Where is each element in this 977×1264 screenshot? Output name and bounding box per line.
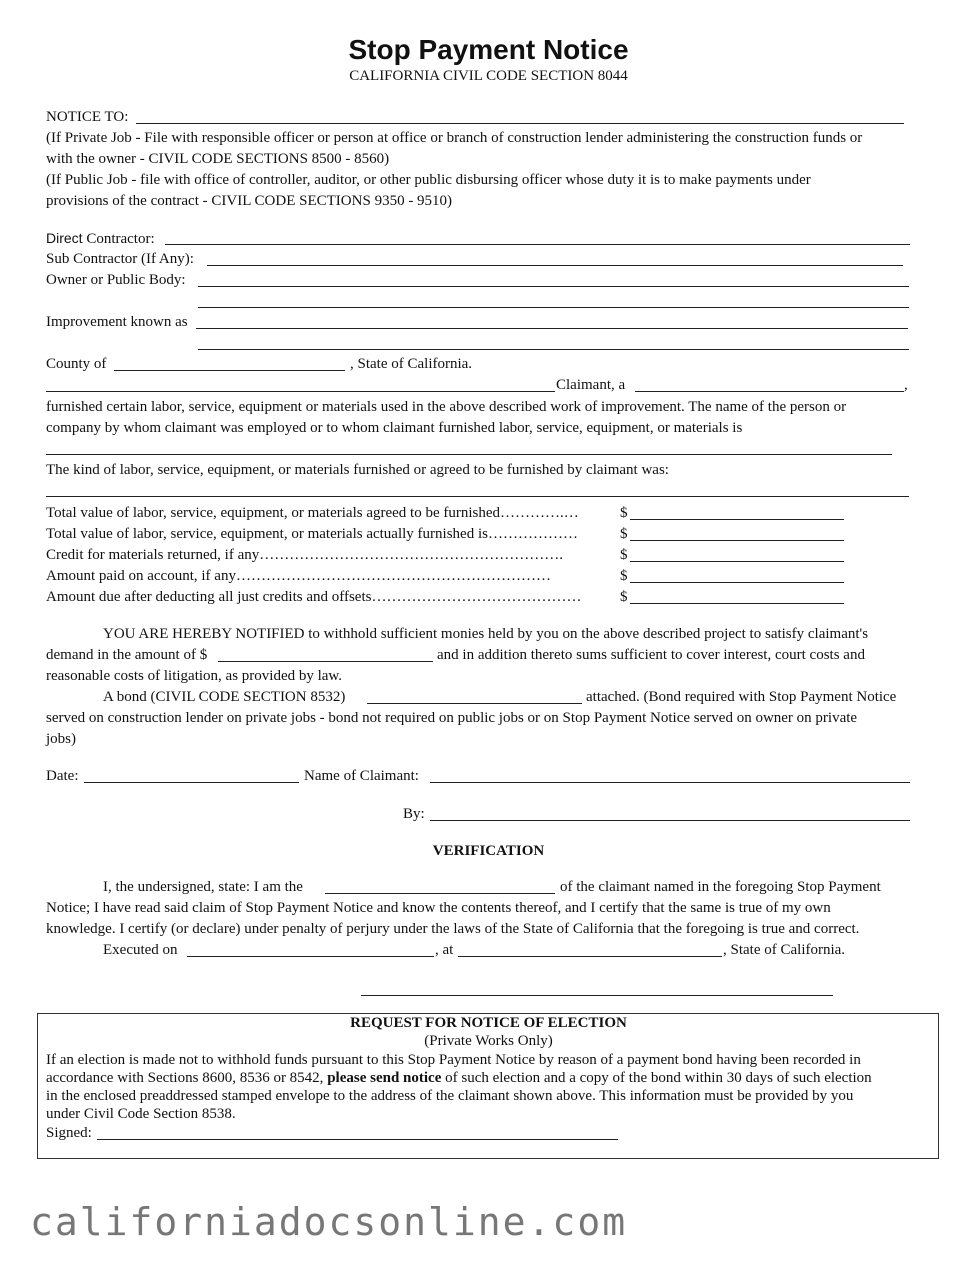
notice-to-field[interactable] xyxy=(136,123,904,124)
demand-line-end: and in addition thereto sums sufficient to cover interest, court costs and xyxy=(437,647,865,663)
election-heading: REQUEST FOR NOTICE OF ELECTION xyxy=(350,1015,627,1031)
kind-label: The kind of labor, service, equipment, or materials furnished or agreed to be furnished by claimant was: xyxy=(46,462,669,478)
sub-contractor-field[interactable] xyxy=(207,265,903,266)
please-send-notice: please send notice xyxy=(327,1070,442,1086)
election-line4: under Civil Code Section 8538. xyxy=(46,1106,236,1122)
direct-contractor-label xyxy=(46,229,155,248)
at-label: , at xyxy=(435,942,454,958)
furnished-line2: company by whom claimant was employed or to whom claimant furnished labor, service, equipment, or materials is xyxy=(46,420,743,436)
direct-contractor-field[interactable] xyxy=(165,244,910,245)
employer-field[interactable] xyxy=(46,454,892,455)
improvement-label: Improvement known as xyxy=(46,314,188,330)
amount-row-label: Amount paid on account, if any……………………………………………………… xyxy=(46,568,551,584)
bond-field[interactable] xyxy=(367,703,582,704)
furnished-line1: furnished certain labor, service, equipment or materials used in the above described work of improvement. The name of the person or xyxy=(46,399,847,415)
claimant-name-label: Name of Claimant: xyxy=(304,768,419,784)
amount-row-label: Total value of labor, service, equipment, or materials agreed to be furnished………….… xyxy=(46,505,579,521)
election-signed-field[interactable] xyxy=(97,1139,618,1140)
bond-line-end: attached. (Bond required with Stop Payment Notice xyxy=(586,689,897,705)
kind-field[interactable] xyxy=(46,496,909,497)
executed-place-field[interactable] xyxy=(458,956,722,957)
election-line2-end: of such election and a copy of the bond within 30 days of such election xyxy=(445,1070,872,1086)
currency-symbol: $ xyxy=(620,547,628,563)
demand-amount-field[interactable] xyxy=(218,661,433,662)
verification-line3: knowledge. I certify (or declare) under penalty of perjury under the laws of the State of California that the foregoing is true and correct. xyxy=(46,921,860,937)
owner-label: Owner or Public Body: xyxy=(46,272,186,288)
demand-label: demand in the amount of $ xyxy=(46,647,208,663)
by-signature-field[interactable] xyxy=(430,820,910,821)
private-job-line1: (If Private Job - File with responsible officer or person at office or branch of construction lender administering the construction funds or xyxy=(46,130,863,146)
claimant-label: Claimant, a xyxy=(556,377,626,393)
by-label: By: xyxy=(403,806,425,822)
county-field[interactable] xyxy=(114,370,345,371)
bond-line3: jobs) xyxy=(46,731,76,747)
verification-state-label: , State of California. xyxy=(723,942,846,958)
site-watermark: californiadocsonline.com xyxy=(30,1200,628,1244)
owner-field-1[interactable] xyxy=(198,286,909,287)
verification-line1-start: I, the undersigned, state: I am the xyxy=(103,879,303,895)
bond-line2: served on construction lender on private jobs - bond not required on public jobs or on Stop Payment Notice served on owner on private xyxy=(46,710,858,726)
private-job-line2: with the owner - CIVIL CODE SECTIONS 8500 - 8560) xyxy=(46,151,390,167)
currency-symbol: $ xyxy=(620,526,628,542)
direct-word: Direct xyxy=(46,230,83,246)
amount-field[interactable] xyxy=(630,519,844,520)
owner-field-2[interactable] xyxy=(198,307,909,308)
document-subtitle: CALIFORNIA CIVIL CODE SECTION 8044 xyxy=(349,68,628,84)
amount-field[interactable] xyxy=(630,561,844,562)
executed-date-field[interactable] xyxy=(187,956,434,957)
public-job-line2: provisions of the contract - CIVIL CODE SECTIONS 9350 - 9510) xyxy=(46,193,453,209)
county-label: County of xyxy=(46,356,107,372)
improvement-field-2[interactable] xyxy=(198,349,909,350)
election-line1: If an election is made not to withhold funds pursuant to this Stop Payment Notice by reason of a payment bond having been recorded in xyxy=(46,1052,861,1068)
currency-symbol: $ xyxy=(620,505,628,521)
public-job-line1: (If Public Job - file with office of controller, auditor, or other public disbursing officer whose duty it is to make payments under xyxy=(46,172,811,188)
verification-signature-field[interactable] xyxy=(361,995,833,996)
amount-row-label: Credit for materials returned, if any……………………………………………………. xyxy=(46,547,564,563)
improvement-field-1[interactable] xyxy=(196,328,908,329)
amount-row-label: Total value of labor, service, equipment, or materials actually furnished is……………… xyxy=(46,526,578,542)
state-label: , State of California. xyxy=(350,356,473,372)
claimant-type-field[interactable] xyxy=(635,391,904,392)
election-line2-start: accordance with Sections 8600, 8536 or 8542, xyxy=(46,1070,324,1086)
election-line2 xyxy=(46,1069,872,1087)
claimant-name-signature-field[interactable] xyxy=(430,782,910,783)
verification-line2: Notice; I have read said claim of Stop Payment Notice and know the contents thereof, and I certify that the same is true of my own xyxy=(46,900,831,916)
date-label: Date: xyxy=(46,768,79,784)
amount-field[interactable] xyxy=(630,540,844,541)
document-title: Stop Payment Notice xyxy=(348,34,629,65)
date-field[interactable] xyxy=(84,782,299,783)
currency-symbol: $ xyxy=(620,589,628,605)
sub-contractor-label: Sub Contractor (If Any): xyxy=(46,251,194,267)
notified-line3: reasonable costs of litigation, as provided by law. xyxy=(46,668,343,684)
amount-field[interactable] xyxy=(630,582,844,583)
signed-label: Signed: xyxy=(46,1125,92,1141)
notice-to-label: NOTICE TO: xyxy=(46,109,129,125)
election-line3: in the enclosed preaddressed stamped envelope to the address of the claimant shown above. This information must be provided by you xyxy=(46,1088,854,1104)
currency-symbol: $ xyxy=(620,568,628,584)
amount-field[interactable] xyxy=(630,603,844,604)
amount-row-label: Amount due after deducting all just credits and offsets…………………………………… xyxy=(46,589,582,605)
executed-label: Executed on xyxy=(103,942,178,958)
verification-line1-end: of the claimant named in the foregoing Stop Payment xyxy=(560,879,881,895)
bond-label: A bond (CIVIL CODE SECTION 8532) xyxy=(103,689,346,705)
verification-heading: VERIFICATION xyxy=(432,843,545,859)
notified-line1: YOU ARE HEREBY NOTIFIED to withhold sufficient monies held by you on the above described project to satisfy claimant's xyxy=(103,626,869,642)
claimant-name-field[interactable] xyxy=(46,391,555,392)
claimant-comma: , xyxy=(904,377,908,393)
contractor-word: Contractor: xyxy=(86,231,155,247)
election-subheading: (Private Works Only) xyxy=(424,1033,553,1049)
title-role-field[interactable] xyxy=(325,893,555,894)
